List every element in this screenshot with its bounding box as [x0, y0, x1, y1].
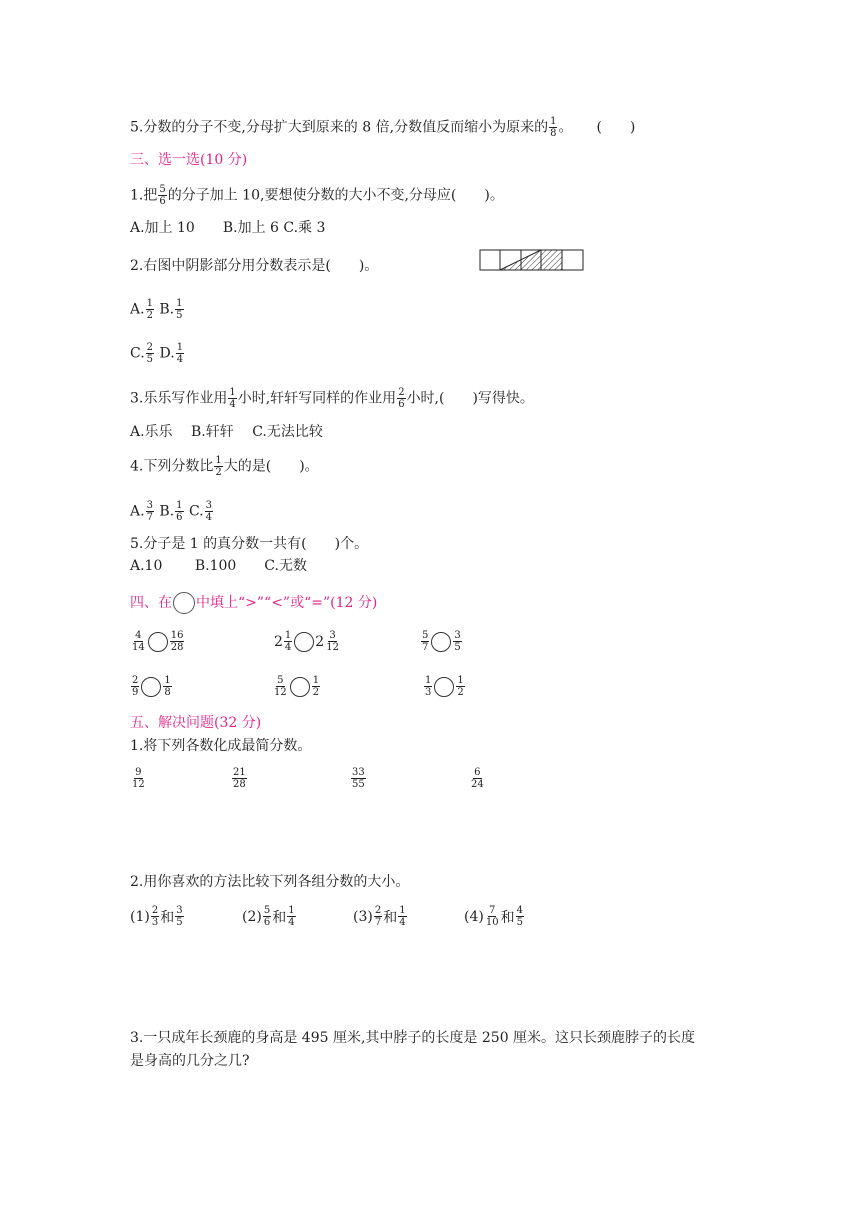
simplify-fraction-3: $\frac{33}{55}$: [352, 767, 365, 790]
fraction: $\frac{5}{6}$: [159, 184, 166, 207]
s3-question-4: 4.下列分数比 $\frac{1}{2}$ 大的是( )。: [130, 455, 319, 478]
answer-paren[interactable]: ( ): [596, 119, 636, 136]
s3-question-3: 3.乐乐写作业用 $\frac{1}{4}$ 小时,轩轩写同样的作业用 $\frac{2}{6}$ 小时,( )写得快。: [130, 387, 534, 410]
compare-circle-input[interactable]: [294, 632, 314, 652]
section-3-title: 三、选一选(10 分): [130, 152, 248, 168]
s3-question-2-options-cd[interactable]: C. $\frac{2}{5}$ D. $\frac{1}{4}$: [130, 342, 184, 365]
judge-question-5: 5.分数的分子不变,分母扩大到原来的 8 倍,分数值反而缩小为原来的 $\frac{1}{8}$ 。 ( ): [130, 116, 636, 139]
compare-pair-2: (2) $\frac{5}{6}$ 和 $\frac{1}{4}$: [242, 905, 295, 928]
compare-circle-input[interactable]: [434, 677, 454, 697]
s5-question-3-line-1: 3.一只成年长颈鹿的身高是 495 厘米,其中脖子的长度是 250 厘米。这只长颈鹿脖子的长度: [130, 1030, 696, 1046]
compare-circle-input[interactable]: [290, 677, 310, 697]
compare-item-3: $\frac{5}{7}$ $\frac{3}{5}$: [422, 630, 461, 653]
compare-item-1: $\frac{4}{14}$ $\frac{16}{28}$: [132, 630, 184, 653]
simplify-fraction-2: $\frac{21}{28}$: [233, 767, 246, 790]
s5-question-1: 1.将下列各数化成最简分数。: [130, 738, 312, 754]
compare-circle-input[interactable]: [141, 677, 161, 697]
compare-pair-4: (4) $\frac{7}{10}$ 和 $\frac{4}{5}$: [464, 905, 523, 928]
compare-circle-input[interactable]: [148, 632, 168, 652]
s3-question-5: 5.分子是 1 的真分数一共有( )个。: [130, 536, 369, 552]
compare-pair-3: (3) $\frac{2}{7}$ 和 $\frac{1}{4}$: [353, 905, 406, 928]
section-5-title: 五、解决问题(32 分): [130, 715, 262, 731]
compare-item-4: $\frac{2}{9}$ $\frac{1}{8}$: [132, 675, 171, 698]
s3-question-1: 1.把 $\frac{5}{6}$ 的分子加上 10,要想使分数的大小不变,分母应( )。: [130, 184, 504, 207]
compare-pair-1: (1) $\frac{2}{3}$ 和 $\frac{3}{5}$: [130, 905, 183, 928]
shaded-rectangle-figure: [479, 249, 584, 271]
compare-item-2: 2 $\frac{1}{4}$ 2 $\frac{3}{12}$: [274, 630, 339, 653]
simplify-fraction-4: $\frac{6}{24}$: [471, 767, 484, 790]
circle-placeholder-icon: [173, 592, 195, 614]
s3-question-2-options-ab[interactable]: A. $\frac{1}{2}$ B. $\frac{1}{5}$: [130, 298, 183, 321]
simplify-fraction-1: $\frac{9}{12}$: [132, 767, 145, 790]
s5-question-2: 2.用你喜欢的方法比较下列各组分数的大小。: [130, 874, 410, 890]
s3-question-3-options[interactable]: A.乐乐 B.轩轩 C.无法比较: [130, 424, 323, 440]
s3-question-4-options[interactable]: A. $\frac{3}{7}$ B. $\frac{1}{6}$ C. $\frac{3}{4}$: [130, 500, 213, 523]
shaded-region: [500, 250, 562, 270]
s5-question-3-line-2: 是身高的几分之几?: [130, 1053, 250, 1069]
compare-item-5: $\frac{5}{12}$ $\frac{1}{2}$: [274, 675, 320, 698]
fraction: $\frac{1}{8}$: [550, 116, 557, 139]
section-4-title: 四、在 中填上“>”“<”或“=”(12 分): [130, 592, 377, 614]
compare-circle-input[interactable]: [431, 632, 451, 652]
s3-question-5-options[interactable]: A.10 B.100 C.无数: [130, 558, 307, 574]
compare-item-6: $\frac{1}{3}$ $\frac{1}{2}$: [425, 675, 464, 698]
s3-question-2: 2.右图中阴影部分用分数表示是( )。: [130, 258, 379, 274]
s3-question-1-options[interactable]: A.加上 10 B.加上 6 C.乘 3: [130, 220, 326, 236]
